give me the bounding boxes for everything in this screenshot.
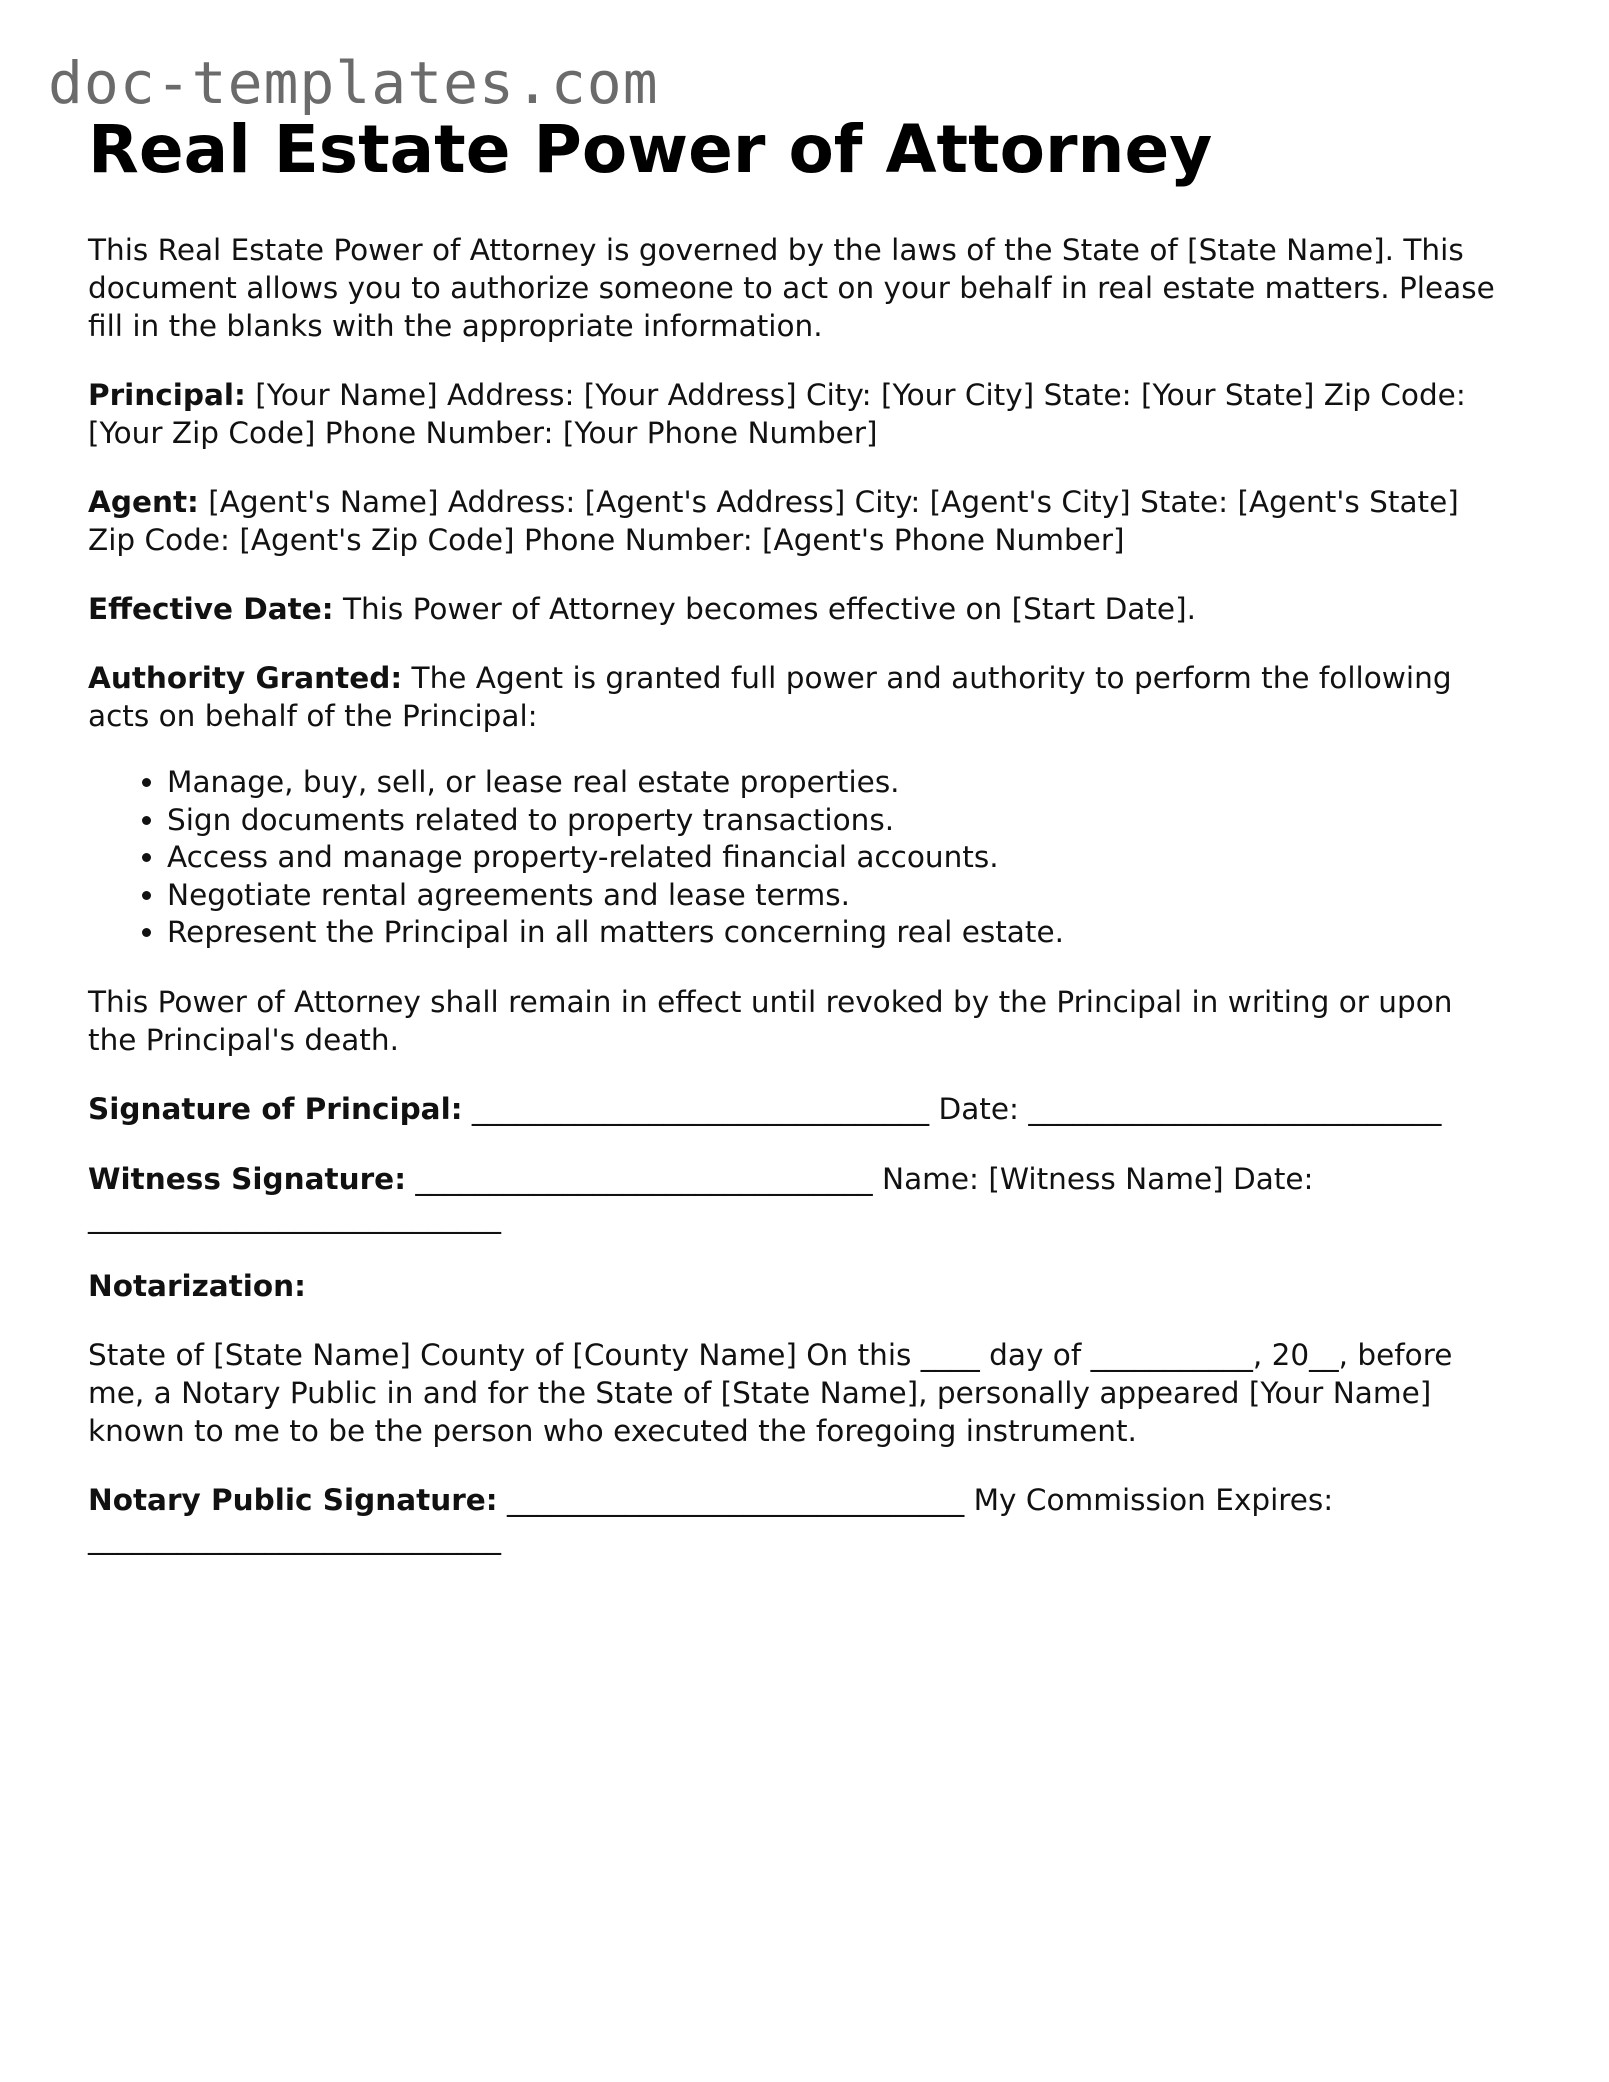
notary-signature-line	[88, 1481, 1508, 1557]
effective-date-section	[88, 590, 1508, 628]
principal-details: [Your Name] Address: [Your Address] City: [Your City] State: [Your State] Zip Code: [Your Zip Code] Phone Number: [Your Phone Number]	[88, 378, 1466, 450]
document-title: Real Estate Power of Attorney	[88, 111, 1213, 188]
notary-signature-blank: _______________________________ My Commission Expires: ____________________________	[88, 1482, 1334, 1555]
principal-signature-label: Signature of Principal:	[88, 1091, 463, 1126]
agent-section	[88, 483, 1508, 559]
list-item: • Access and manage property-related financial accounts.	[167, 839, 1508, 877]
principal-signature-blank: _______________________________ Date: ____________________________	[462, 1091, 1442, 1126]
duration-paragraph: This Power of Attorney shall remain in effect until revoked by the Principal in writing or upon the Principal's death.	[88, 984, 1453, 1057]
notarization-heading	[88, 1267, 1508, 1305]
list-item: • Manage, buy, sell, or lease real estate properties.	[167, 764, 1508, 802]
list-item: • Sign documents related to property transactions.	[167, 802, 1508, 840]
agent-details: [Agent's Name] Address: [Agent's Address] City: [Agent's City] State: [Agent's State] Zip Code: [Agent's Zip Code] Phone Number: [Agent's Phone Number]	[88, 485, 1459, 557]
notarization-label: Notarization:	[88, 1268, 306, 1303]
authority-list	[88, 764, 1508, 952]
list-item: • Negotiate rental agreements and lease terms.	[167, 877, 1508, 915]
document-page	[88, 110, 1508, 1557]
principal-label: Principal:	[88, 378, 246, 412]
agent-label: Agent:	[88, 485, 199, 519]
effective-date-text: This Power of Attorney becomes effective on [Start Date].	[333, 592, 1196, 626]
authority-section	[88, 659, 1508, 735]
authority-label: Authority Granted:	[88, 661, 403, 695]
authority-text: The Agent is granted full power and authority to perform the following acts on behalf of the Principal:	[88, 661, 1452, 733]
principal-section	[88, 376, 1508, 452]
witness-signature-blank: _______________________________ Name: [Witness Name] Date: ____________________________	[88, 1161, 1314, 1234]
intro-paragraph: This Real Estate Power of Attorney is governed by the laws of the State of [State Name]. This document allows you to authorize someone to act on your behalf in real estate matters. Please fill in the blanks with the appropriate information.	[88, 233, 1495, 343]
witness-signature-line	[88, 1160, 1508, 1236]
notary-signature-label: Notary Public Signature:	[88, 1482, 498, 1517]
list-item: • Represent the Principal in all matters concerning real estate.	[167, 914, 1508, 952]
effective-date-label: Effective Date:	[88, 592, 334, 626]
principal-signature-line	[88, 1090, 1508, 1128]
notarization-paragraph: State of [State Name] County of [County Name] On this ____ day of ___________, 20__, before me, a Notary Public in and for the State of [State Name], personally appeared [Your Name] known to me to be the person who executed the foregoing instrument.	[88, 1337, 1453, 1448]
witness-signature-label: Witness Signature:	[88, 1161, 406, 1196]
watermark: doc-templates.com	[48, 49, 659, 117]
